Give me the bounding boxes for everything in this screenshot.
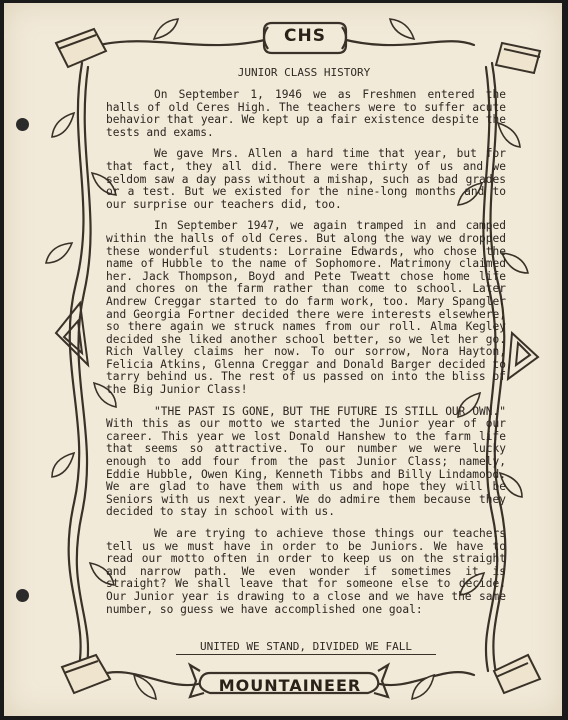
class-motto: UNITED WE STAND, DIVIDED WE FALL bbox=[176, 640, 436, 655]
history-text bbox=[106, 89, 506, 625]
paragraph: In September 1947, we again tramped in and camped within the halls of old Ceres. But along the way we dropped these wonderful students: Lorraine Edwards, who chose the name of Hubble to the name of Sophomore. Matrimony claimed her. Jack Thompson, Boyd and Pete Tweatt chose home life and chores on the farm rather than come to school. Later Andrew Creggar started to do farm work, too. Mary Spangler and Georgia Fortner decided there were interests elsewhere, so there again we struck names from our roll. Alma Kegley decided she liked another school better, so we let her go. Rich Valley claims her now. To our sorrow, Nora Hayton, Felicia Atkins, Glenna Creggar and Donald Barger decided to tarry behind us. The rest of us passed on into the bliss of the Big Junior Class! bbox=[106, 219, 506, 397]
paragraph: We gave Mrs. Allen a hard time that year, but for that fact, they all did. There were thirty of us and we seldom saw a day pass without a mishap, such as bad grades or a test. But we existed for the nine-long months and to our surprise our teachers did, too. bbox=[106, 147, 506, 211]
page-title: JUNIOR CLASS HISTORY bbox=[237, 66, 371, 79]
mountaineer-banner bbox=[204, 670, 376, 700]
paragraph: On September 1, 1946 we as Freshmen entered the halls of old Ceres High. The teachers were to suffer acute behavior that year. We kept up a fair existence despite the tests and exams. bbox=[106, 88, 506, 139]
yearbook-page bbox=[4, 3, 562, 716]
badge-label: CHS bbox=[284, 26, 326, 46]
paragraph: We are trying to achieve those things our teachers tell us we must have in order to be Juniors. We have to read our motto often in order to keep us on the straight and narrow path. We even wonder if sometimes it is straight? We shall leave that for someone else to decide. Our Junior year is drawing to a close and we have the same number, so guess we have accomplished one goal: bbox=[106, 527, 506, 616]
paragraph: "THE PAST IS GONE, BUT THE FUTURE IS STILL OUR OWN." With this as our motto we started the Junior year of our career. This year we lost Donald Hanshew to the farm life that seems so attractive. To our number we were lucky enough to add four from the past Junior Class; namely, Eddie Hubble, Owen King, Kenneth Tibbs and Billy Lindamood. We are glad to have them with us and hope they will be Seniors with us next year. We do admire them because they decided to stay in school with us. bbox=[106, 404, 506, 519]
banner-label: MOUNTAINEER bbox=[218, 675, 362, 695]
chs-badge bbox=[276, 20, 334, 52]
